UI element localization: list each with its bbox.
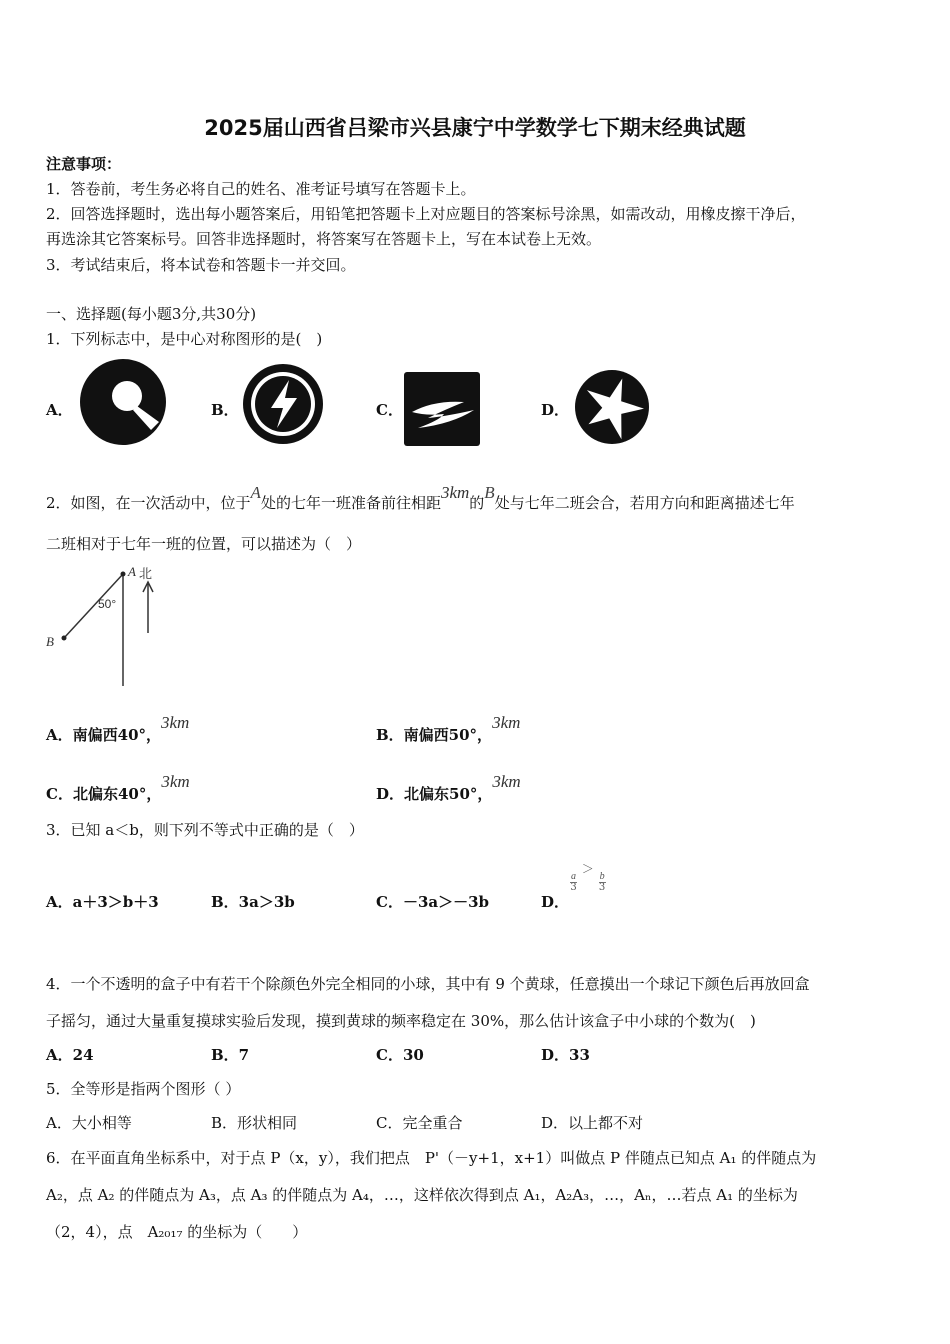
q1-option-a: A． — [46, 401, 73, 419]
q2-option-a: A．南偏西40°，3km — [46, 713, 190, 744]
q3-option-c: C．－3a＞－3b — [376, 893, 490, 911]
q3-option-b: B．3a＞3b — [211, 893, 295, 911]
q4-option-c: C．30 — [376, 1046, 424, 1064]
q4-stem-line2: 子摇匀，通过大量重复摸球实验后发现，摸到黄球的频率稳定在 30%，那么估计该盒子中小球的个数为( ) — [46, 1012, 756, 1030]
q2-option-d: D．北偏东50°，3km — [376, 772, 521, 803]
fig-label-north: 北 — [139, 567, 153, 582]
q4-option-a: A．24 — [46, 1046, 94, 1064]
q4-option-d: D．33 — [541, 1046, 590, 1064]
q2-stem-line2: 二班相对于七年一班的位置，可以描述为（ ） — [46, 535, 362, 553]
q3-option-a: A．a＋3＞b＋3 — [46, 893, 159, 911]
q2-stem-line1: 2．如图，在一次活动中，位于A处的七年一班准备前往相距3km的B处与七年二班会合，若用方向和距离描述七年 — [46, 483, 795, 512]
q2-option-b: B．南偏西50°，3km — [376, 713, 521, 744]
notice-heading: 注意事项： — [46, 155, 122, 173]
fig-label-b: B — [46, 634, 54, 649]
q1-option-b: B． — [211, 401, 239, 419]
q5-option-c: C．完全重合 — [376, 1114, 463, 1132]
page-title: 2025届山西省吕梁市兴县康宁中学数学七下期末经典试题 — [204, 116, 746, 140]
q1-option-c: C． — [376, 401, 403, 419]
q5-option-b: B．形状相同 — [211, 1114, 298, 1132]
q1-option-d: D． — [541, 401, 570, 419]
q4-stem-line1: 4．一个不透明的盒子中有若干个除颜色外完全相同的小球，其中有 9 个黄球，任意摸出一个球记下颜色后再放回盒 — [46, 975, 810, 993]
q1-stem: 1．下列标志中，是中心对称图形的是( ) — [46, 330, 323, 348]
q5-option-d: D．以上都不对 — [541, 1114, 644, 1132]
q6-stem-line2: A₂，点 A₂ 的伴随点为 A₃，点 A₃ 的伴随点为 A₄，…，这样依次得到点 A₁，A₂A₃，…，Aₙ，…若点 A₁ 的坐标为 — [46, 1186, 798, 1204]
q4-option-b: B．7 — [211, 1046, 250, 1064]
q5-option-a: A．大小相等 — [46, 1114, 132, 1132]
section-heading: 一、选择题(每小题3分,共30分) — [46, 305, 257, 323]
lightning-bolt-logo-icon — [241, 362, 325, 446]
q3-stem: 3．已知 a＜b，则下列不等式中正确的是（ ） — [46, 821, 364, 839]
notice-item: 再选涂其它答案标号。回答非选择题时，将答案写在答题卡上，写在本试卷上无效。 — [46, 230, 602, 248]
q2-direction-figure — [42, 560, 172, 690]
q6-stem-line1: 6．在平面直角坐标系中，对于点 P（x，y），我们把点 P'（－y+1，x+1）叫做点 P 伴随点已知点 A₁ 的伴随点为 — [46, 1149, 817, 1167]
q6-stem-line3: （2，4），点 A₂₀₁₇ 的坐标为（ ） — [46, 1223, 308, 1241]
fig-label-a: A — [128, 564, 136, 579]
q2-option-c: C．北偏东40°，3km — [46, 772, 190, 803]
star-circle-logo-icon — [573, 369, 651, 445]
q3-option-d-fraction: $\frac{a}{3}$ ＞ $\frac{b}{3}$ — [570, 862, 606, 893]
circle-arrow-logo-icon — [77, 358, 169, 446]
q3-option-d: D． — [541, 893, 570, 911]
wave-z-logo-icon — [404, 372, 480, 446]
notice-item: 1．答卷前，考生务必将自己的姓名、准考证号填写在答题卡上。 — [46, 180, 476, 198]
fig-label-angle: 50° — [98, 597, 117, 611]
q5-stem: 5．全等形是指两个图形（ ） — [46, 1080, 241, 1098]
notice-item: 2．回答选择题时，选出每小题答案后，用铅笔把答题卡上对应题目的答案标号涂黑，如需改动，用橡皮擦干净后， — [46, 205, 806, 223]
notice-item: 3．考试结束后，将本试卷和答题卡一并交回。 — [46, 256, 356, 274]
